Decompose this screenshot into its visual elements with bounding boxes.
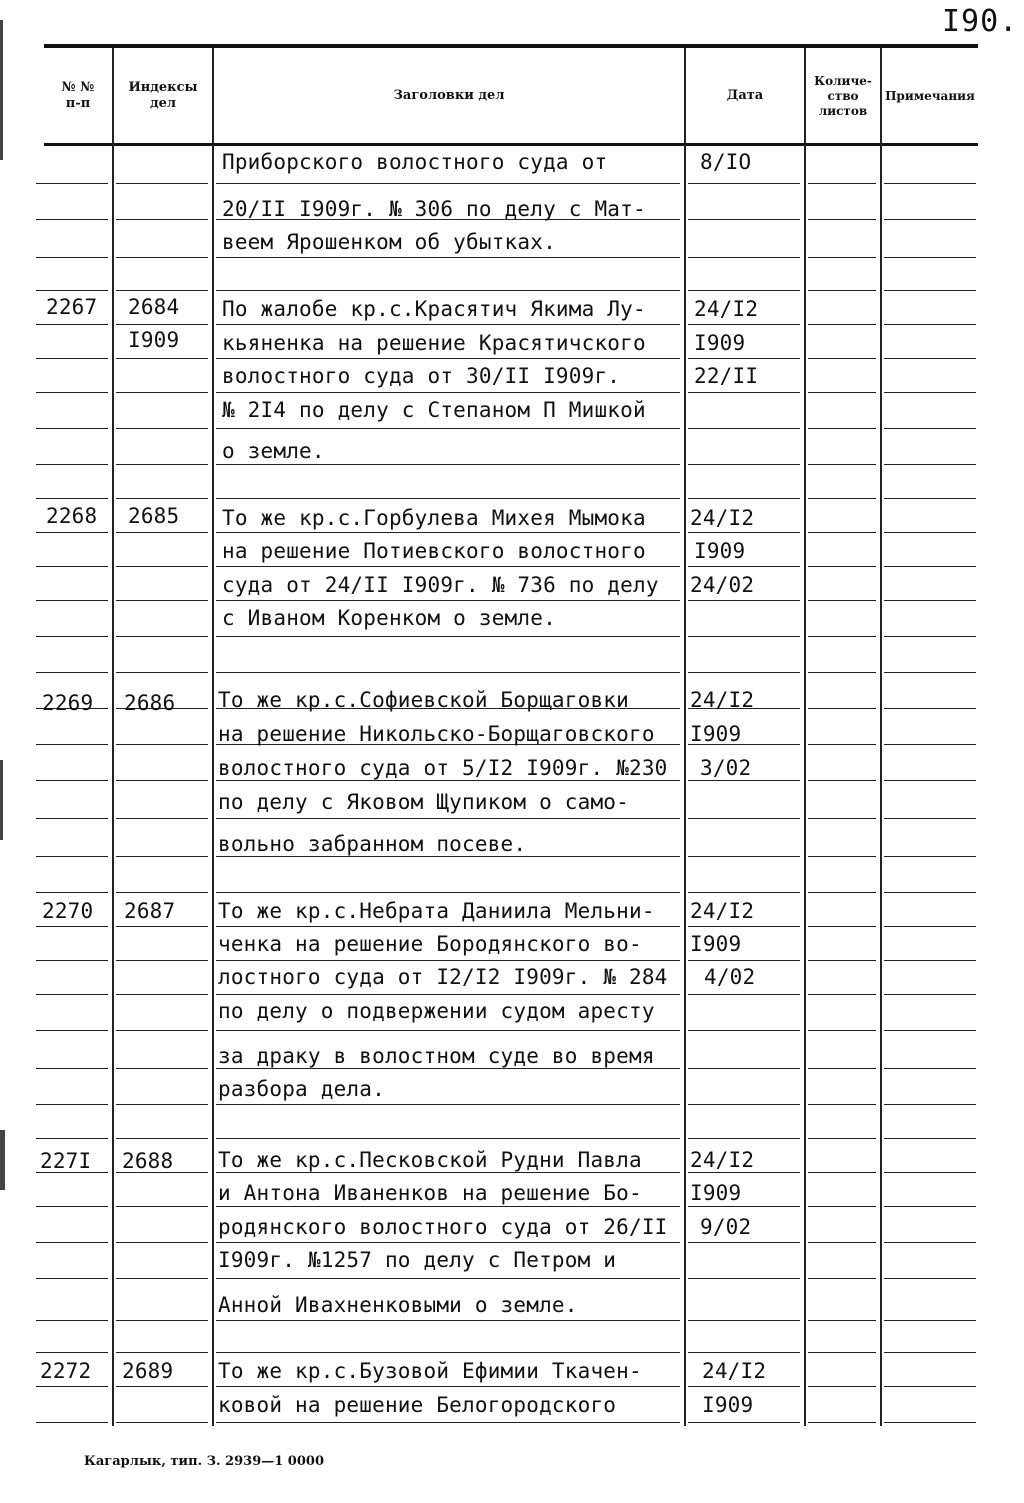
ruling-line [36, 392, 108, 393]
ruling-line [116, 1206, 208, 1207]
ruling-line [808, 532, 876, 533]
ruling-line [688, 324, 800, 325]
ruling-line [36, 672, 108, 673]
entry-number: 2270 [42, 899, 94, 923]
column-divider [112, 48, 114, 1426]
entry-date: I909 [694, 331, 746, 355]
ruling-line [688, 392, 800, 393]
ruling-line [116, 1138, 208, 1139]
ruling-line [884, 892, 976, 893]
ruling-line [884, 1068, 976, 1069]
ruling-line [116, 856, 208, 857]
ruling-line [36, 290, 108, 291]
ruling-line [216, 324, 680, 325]
ruling-line [216, 428, 680, 429]
ruling-line [884, 1138, 976, 1139]
column-divider [880, 48, 882, 1426]
entry-date: I909 [690, 932, 742, 956]
entry-title-line: Анной Ивахненковыми о земле. [218, 1293, 578, 1317]
entry-date: 24/I2 [694, 297, 759, 321]
ruling-line [688, 1422, 800, 1423]
ruling-line [808, 464, 876, 465]
entry-date: 8/IO [700, 150, 752, 174]
ruling-line [808, 1068, 876, 1069]
ruling-line [216, 1104, 680, 1105]
ruling-line [36, 257, 108, 258]
ruling-line [688, 1320, 800, 1321]
ruling-line [884, 257, 976, 258]
ruling-line [688, 1138, 800, 1139]
ruling-line [688, 1242, 800, 1243]
header-col-index-sub: дел [149, 96, 177, 111]
ruling-line [688, 428, 800, 429]
entry-title-line: волостного суда от 30/II I909г. [222, 364, 621, 388]
ruling-line [216, 498, 680, 499]
ruling-line [884, 926, 976, 927]
ruling-line [688, 1206, 800, 1207]
ruling-line [36, 566, 108, 567]
binding-mark [0, 1130, 5, 1190]
ruling-line [688, 290, 800, 291]
ruling-line [116, 926, 208, 927]
ruling-line [116, 1068, 208, 1069]
ruling-line [884, 358, 976, 359]
ruling-line [116, 892, 208, 893]
entry-title-line: ковой на решение Белогородского [218, 1393, 617, 1417]
entry-index: 2687 [124, 899, 176, 923]
ruling-line [36, 1422, 108, 1423]
ruling-line [36, 1104, 108, 1105]
ruling-line [36, 892, 108, 893]
ruling-line [116, 1352, 208, 1353]
binding-mark [0, 760, 3, 840]
ruling-line [36, 1206, 108, 1207]
ruling-line [216, 672, 680, 673]
ruling-line [36, 994, 108, 995]
ruling-line [36, 960, 108, 961]
entry-number: 2267 [46, 295, 98, 319]
ruling-line [884, 324, 976, 325]
entry-title-line: вольно забранном посеве. [218, 832, 527, 856]
ruling-line [884, 498, 976, 499]
ruling-line [36, 1278, 108, 1279]
ruling-line [884, 428, 976, 429]
entry-title-line: То же кр.с.Горбулева Михея Мымока [222, 506, 646, 530]
ruling-line [116, 358, 208, 359]
ruling-line [116, 994, 208, 995]
ruling-line [808, 744, 876, 745]
ruling-line [808, 1422, 876, 1423]
ruling-line [808, 600, 876, 601]
printer-imprint: Кагарлык, тип. З. 2939—1 0000 [84, 1454, 324, 1469]
ruling-line [808, 1138, 876, 1139]
ruling-line [884, 1172, 976, 1173]
header-col-number [44, 52, 112, 140]
entry-date: 24/I2 [702, 1359, 767, 1383]
ruling-line [884, 532, 976, 533]
ruling-line [116, 1242, 208, 1243]
header-col-index-label: Индексы [128, 79, 198, 95]
ruling-line [808, 856, 876, 857]
entry-index: 2686 [124, 691, 176, 715]
ruling-line [36, 818, 108, 819]
ruling-line [884, 1352, 976, 1353]
ruling-line [36, 498, 108, 499]
page-number: I90. [942, 4, 1019, 39]
ruling-line [884, 290, 976, 291]
ruling-line [884, 1206, 976, 1207]
ruling-line [884, 219, 976, 220]
ruling-line [216, 636, 680, 637]
ruling-line [808, 780, 876, 781]
ruling-line [808, 1172, 876, 1173]
ruling-line [116, 1104, 208, 1105]
ruling-line [808, 219, 876, 220]
ruling-line [884, 1320, 976, 1321]
ruling-line [116, 600, 208, 601]
entry-number: 2269 [42, 691, 94, 715]
ruling-line [808, 290, 876, 291]
entry-date: 24/I2 [690, 506, 755, 530]
entry-title-line: и Антона Иваненков на решение Бо- [218, 1181, 642, 1205]
ruling-line [36, 1030, 108, 1031]
table-header-rule [44, 143, 978, 146]
ruling-line [808, 892, 876, 893]
ruling-line [116, 1278, 208, 1279]
ruling-line [884, 672, 976, 673]
entry-date: 24/I2 [690, 1148, 755, 1172]
entry-title-line: ченка на решение Бородянского во- [218, 932, 642, 956]
ruling-line [808, 1206, 876, 1207]
ruling-line [688, 1278, 800, 1279]
entry-title-line: о земле. [222, 439, 325, 463]
ruling-line [808, 708, 876, 709]
column-divider [684, 48, 686, 1426]
ruling-line [36, 856, 108, 857]
entry-date: I909 [690, 1181, 742, 1205]
ruling-line [884, 744, 976, 745]
entry-date: I909 [690, 722, 742, 746]
ruling-line [688, 856, 800, 857]
entry-title-line: по делу о подвержении судом аресту [218, 999, 655, 1023]
entry-title-line: разбора дела. [218, 1077, 385, 1101]
ruling-line [688, 1386, 800, 1387]
entry-title-line: I909г. №1257 по делу с Петром и [218, 1248, 617, 1272]
entry-date: 24/02 [690, 573, 755, 597]
ruling-line [884, 392, 976, 393]
entry-index: 2689 [122, 1359, 174, 1383]
ruling-line [808, 1352, 876, 1353]
entry-title-line: по делу с Яковом Щупиком о само- [218, 790, 629, 814]
ruling-line [116, 1030, 208, 1031]
ruling-line [688, 532, 800, 533]
ruling-line [216, 1138, 680, 1139]
ruling-line [884, 600, 976, 601]
header-col-title: Заголовки дел [393, 87, 505, 103]
ruling-line [216, 358, 680, 359]
entry-title-line: По жалобе кр.с.Красятич Якима Лу- [222, 297, 646, 321]
ruling-line [808, 672, 876, 673]
ruling-line [116, 290, 208, 291]
ruling-line [36, 636, 108, 637]
ruling-line [116, 1320, 208, 1321]
ruling-line [688, 818, 800, 819]
ruling-line [884, 780, 976, 781]
ruling-line [688, 600, 800, 601]
ruling-line [116, 257, 208, 258]
ruling-line [688, 219, 800, 220]
ruling-line [116, 464, 208, 465]
entry-date: 24/I2 [690, 899, 755, 923]
ruling-line [884, 1030, 976, 1031]
ruling-line [884, 1278, 976, 1279]
ruling-line [216, 1206, 680, 1207]
ruling-line [216, 392, 680, 393]
ruling-line [116, 1386, 208, 1387]
ruling-line [688, 926, 800, 927]
entry-title-line: № 2I4 по делу с Степаном П Мишкой [222, 398, 646, 422]
header-col-number-label: № № [61, 79, 95, 95]
ruling-line [808, 498, 876, 499]
ruling-line [884, 1104, 976, 1105]
ruling-line [688, 960, 800, 961]
ruling-line [884, 183, 976, 184]
ruling-line [884, 1386, 976, 1387]
ruling-line [36, 926, 108, 927]
ruling-line [808, 1242, 876, 1243]
entry-date: 3/02 [700, 756, 752, 780]
ruling-line [116, 392, 208, 393]
ruling-line [808, 818, 876, 819]
ruling-line [36, 428, 108, 429]
ruling-line [216, 257, 680, 258]
ruling-line [884, 636, 976, 637]
ruling-line [36, 1352, 108, 1353]
ruling-line [216, 1386, 680, 1387]
ruling-line [808, 926, 876, 927]
entry-title-line: волостного суда от 5/I2 I909г. №230 [218, 756, 668, 780]
ruling-line [688, 672, 800, 673]
ruling-line [116, 324, 208, 325]
entry-title-line: 20/II I909г. № 306 по делу с Мат- [222, 197, 646, 221]
entry-title-line: Приборского волостного суда от [222, 150, 608, 174]
ruling-line [216, 892, 680, 893]
ruling-line [884, 960, 976, 961]
ruling-line [808, 566, 876, 567]
ruling-line [216, 532, 680, 533]
entry-index: 2685 [128, 504, 180, 528]
ruling-line [36, 219, 108, 220]
entry-title-line: суда от 24/II I909г. № 736 по делу [222, 573, 659, 597]
ruling-line [116, 219, 208, 220]
ruling-line [808, 1278, 876, 1279]
table-top-rule [44, 44, 978, 48]
ruling-line [116, 636, 208, 637]
ruling-line [216, 1242, 680, 1243]
entry-title-line: кьяненка на решение Красятичского [222, 331, 646, 355]
ruling-line [884, 1242, 976, 1243]
ruling-line [116, 960, 208, 961]
ruling-line [36, 1242, 108, 1243]
ruling-line [688, 636, 800, 637]
ruling-line [216, 464, 680, 465]
ruling-line [688, 994, 800, 995]
ruling-line [216, 926, 680, 927]
column-divider [804, 48, 806, 1426]
ruling-line [216, 1320, 680, 1321]
ruling-line [884, 464, 976, 465]
entry-index: 2688 [122, 1149, 174, 1173]
ruling-line [216, 600, 680, 601]
entry-number: 227I [40, 1149, 92, 1173]
ruling-line [884, 856, 976, 857]
ruling-line [116, 428, 208, 429]
ruling-line [808, 1320, 876, 1321]
ruling-line [216, 960, 680, 961]
ruling-line [116, 780, 208, 781]
ruling-line [216, 994, 680, 995]
ruling-line [36, 744, 108, 745]
ruling-line [688, 1352, 800, 1353]
ruling-line [688, 1030, 800, 1031]
ruling-line [884, 708, 976, 709]
entry-number: 2272 [40, 1359, 92, 1383]
ruling-line [216, 290, 680, 291]
ruling-line [116, 183, 208, 184]
ruling-line [808, 183, 876, 184]
entry-title-line: на решение Потиевского волостного [222, 539, 646, 563]
ruling-line [808, 257, 876, 258]
entry-title-line: с Иваном Коренком о земле. [222, 606, 556, 630]
ruling-line [116, 672, 208, 673]
ruling-line [808, 358, 876, 359]
header-col-number-sub: п-п [65, 96, 91, 111]
entry-title-line: То же кр.с.Небрата Даниила Мельни- [218, 899, 655, 923]
entry-number: 2268 [46, 504, 98, 528]
entry-title-line: То же кр.с.Софиевской Борщаговки [218, 688, 629, 712]
ruling-line [116, 818, 208, 819]
ruling-line [116, 1422, 208, 1423]
ruling-line [808, 960, 876, 961]
ruling-line [688, 358, 800, 359]
binding-mark [0, 20, 3, 160]
header-col-count: Количе- ство листов [814, 73, 872, 118]
ruling-line [36, 358, 108, 359]
ruling-line [688, 183, 800, 184]
ruling-line [808, 324, 876, 325]
entry-title-line: на решение Никольско-Борщаговского [218, 722, 655, 746]
ruling-line [216, 1352, 680, 1353]
ruling-line [884, 566, 976, 567]
ruling-line [808, 392, 876, 393]
ruling-line [36, 780, 108, 781]
ruling-line [808, 428, 876, 429]
ruling-line [808, 1386, 876, 1387]
entry-title-line: лостного суда от I2/I2 I909г. № 284 [218, 965, 668, 989]
ruling-line [216, 1278, 680, 1279]
ruling-line [808, 1104, 876, 1105]
header-col-date: Дата [726, 87, 764, 103]
entry-date: 22/II [694, 364, 759, 388]
ruling-line [688, 892, 800, 893]
ruling-line [36, 464, 108, 465]
ruling-line [36, 1138, 108, 1139]
ruling-line [36, 324, 108, 325]
ruling-line [36, 532, 108, 533]
ruling-line [36, 600, 108, 601]
ruling-line [884, 994, 976, 995]
ruling-line [116, 532, 208, 533]
entry-date: 9/02 [700, 1215, 752, 1239]
ruling-line [36, 1068, 108, 1069]
entry-title-line: То же кр.с.Бузовой Ефимии Ткачен- [218, 1359, 642, 1383]
ruling-line [808, 994, 876, 995]
ruling-line [36, 183, 108, 184]
ruling-line [688, 498, 800, 499]
ruling-line [808, 1030, 876, 1031]
ruling-line [36, 1386, 108, 1387]
ruling-line [116, 566, 208, 567]
ruling-line [688, 1104, 800, 1105]
ruling-line [688, 464, 800, 465]
ruling-line [884, 1422, 976, 1423]
ruling-line [808, 636, 876, 637]
ruling-line [116, 744, 208, 745]
ruling-line [36, 1320, 108, 1321]
entry-title-line: То же кр.с.Песковской Рудни Павла [218, 1148, 642, 1172]
entry-date: 24/I2 [690, 688, 755, 712]
entry-title-line: родянского волостного суда от 26/II [218, 1215, 668, 1239]
column-divider [212, 48, 214, 1426]
ruling-line [216, 566, 680, 567]
ruling-line [216, 1030, 680, 1031]
entry-title-line: за драку в волостном суде во время [218, 1044, 655, 1068]
header-col-index [114, 52, 212, 140]
ruling-line [116, 498, 208, 499]
entry-index-year: I909 [128, 328, 180, 352]
ruling-line [688, 257, 800, 258]
entry-title-line: веем Ярошенком об убытках. [222, 230, 556, 254]
entry-date: I909 [702, 1393, 754, 1417]
ruling-line [216, 818, 680, 819]
ruling-line [688, 566, 800, 567]
entry-date: I909 [694, 539, 746, 563]
ruling-line [216, 1422, 680, 1423]
entry-index: 2684 [128, 295, 180, 319]
ruling-line [216, 183, 680, 184]
entry-date: 4/02 [704, 965, 756, 989]
header-col-notes: Примечания [885, 88, 975, 103]
ruling-line [688, 1068, 800, 1069]
ruling-line [884, 818, 976, 819]
